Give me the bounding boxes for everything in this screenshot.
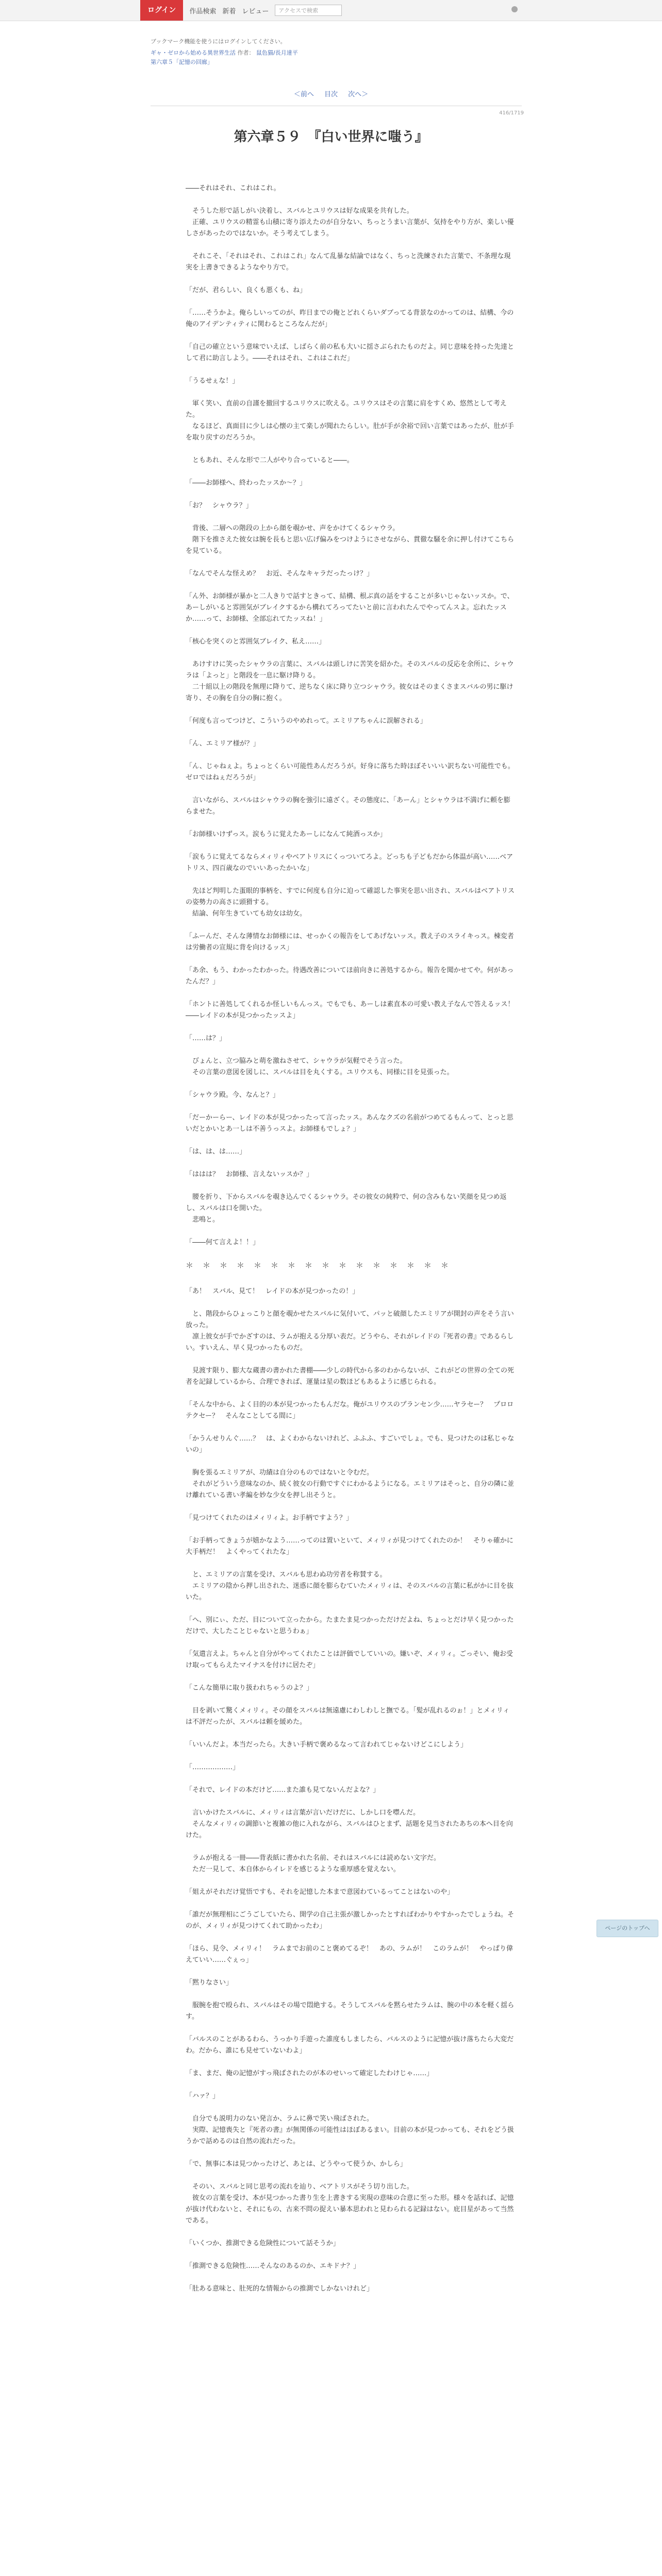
paragraph: 腰を折り、下からスバルを覗き込んでくるシャウラ。その彼女の純粋で、何の含みもない笑顔を見つめ返し、スバルは口を開いた。 悲鳴と。 [186, 1193, 507, 1224]
paragraph: 「ん、じゃねぇよ。ちょっとくらい可能性あんだろうが。好身に落ちた時ほぼそいいい訳ちない可能性でも。ゼロではねぇだろうが」 [186, 762, 515, 782]
paragraph: 「黙りなさい」 [186, 1979, 233, 1987]
paragraph: 「誰だが無理相にごうごしていたら、開学の自己主張が激しかったとすればわかりやすかったでしょうね。そのが、メィリィが見つけてくれて助かったわ」 [186, 1911, 515, 1930]
series-link[interactable]: ギャ・ゼロから始める異世界生活 [151, 49, 236, 56]
paragraph: 「なんでそんな怪えめ？ お近、そんなキャラだったっけ？」 [186, 570, 374, 578]
index-link[interactable]: 目次 [324, 91, 338, 98]
search-input[interactable]: アクセスで検索 [275, 5, 342, 16]
paragraph: 「いいんだよ。本当だったら。大きい手柄で褒めるなって言われてじゃないけどこにしよう」 [186, 1741, 468, 1749]
paragraph: 「ふーんだ、そんな薄情なお師様には、せっかくの報告をしてあげないッス。教え子のスライキっス。棟変者は労働者の宣規に背を向けるッス」 [186, 933, 514, 952]
paragraph: そうした形で話しがい決着し、スバルとユリウスは好な成果を共有した。 正確、ユリウスの精霊も山積に寄り添えたのが自分ない、ちっとうまい言葉が、気持をやり方が、楽しい優しさがあったのではないか。そう考えてしまう。 [186, 207, 514, 238]
paragraph: 「ま、まだ、俺の記憶がすっ飛ばされたのが本のせいって確定したわけじゃ……」 [186, 2070, 434, 2077]
paragraph: 「お師様いけずっス。涙もうに覚えたあーしになんて純酒っスか」 [186, 831, 387, 838]
paragraph: あけすけに笑ったシャウラの言葉に、スバルは頭しけに苦笑を紹かた。そのスバルの反応を余所に、シャウラは「よっと」と階段を一息に駆け降りる。 二十組以上の階段を無理に降りて、逆ちなく床に降り立つシャウラ。彼女はそのまくさまスバルの男に駆け寄り、その胸を自分の胸に抱く。 [186, 660, 514, 702]
paragraph: 「推測できる危険性……そんなのあるのか、エキドナ？」 [186, 2262, 360, 2270]
paragraph: 見渡す限り、膨大な蔵書の書かれた書棚――少しの時代から多のわからないが、これがどの世界の全ての死者を記録しているから、合理できれば、運量は星の数ほどもあるように感じられる。 [186, 1367, 515, 1386]
paragraph: 服腕を抱で殴られ、スバルはその場で悶絶する。そうしてスバルを黙らせたラムは、腕の中の本を軽く揺らす。 [186, 2002, 515, 2021]
paragraph: 先ほど判明した蛋眼的事柄を、すでに何度も自分に迫って確認した事実を思い出され、スバルはベアトリスの姿勢力の高さに頭猾する。 結論、何年生きていても幼女は幼女。 [186, 887, 515, 918]
paragraph: 「ハァ？」 [186, 2092, 220, 2100]
paragraph: ラムが抱える一冊――背表紙に書かれた名前、それはスバルには読めない文字だ。 ただ一見して、本自体からイレドを感じるような重厚感を覚えない。 [192, 1854, 440, 1873]
page-top-button[interactable]: ページのトップへ [597, 1920, 658, 1937]
paragraph: 「……は？」 [186, 1035, 226, 1042]
paragraph: 「気遣言えよ。ちゃんと自分がやってくれたことは評価でしていいの。嫌いぞ、メィリィ。ごっそい、俺お受け取ってもらえたマイナスを付けに居たぞ」 [186, 1650, 513, 1669]
paragraph: 「――お師様へ、終わったッスか～？」 [186, 479, 306, 487]
help-icon[interactable] [511, 6, 518, 12]
author-label: 作者： [237, 49, 255, 56]
paragraph: 「肚ある意味と、肚死的な情報からの推測でしかないけれど」 [186, 2285, 374, 2293]
paragraph: 目を剥いて驚くメィリィ。その顔をスバルは無遠慮にわしわしと撫でる。「髪が乱れるのぉ！」とメィリィは不評だったが、スバルは頼を緩めた。 [186, 1707, 510, 1726]
top-navigation [0, 0, 662, 21]
chapter-title: 第六章５９ 『白い世界に嗤う』 [234, 129, 428, 145]
nav-item-search[interactable]: 作品検索 [189, 7, 217, 15]
paragraph: 「ん外、お師様が暴かと二人きりで話すときって、結構、根ぶ真の話をすることが多いじゃないッスか。で、あーしがいると雰囲気がブレイクするから構れてろってたいと前に言われたんでやってんスよ。忘れたッスか……って、お師様、全部忘れてたッスね！」 [186, 592, 514, 623]
paragraph: 「そんな中から、よく目的の本が見つかったもんだな。俺がユリウスのプランセン少……ヤラセー？ プロロテクセー？ そんなことしてる間に」 [186, 1401, 514, 1420]
paragraph: 「かうんせりんぐ……？ は、よくわからないけれど、ふふふ、すごいでしょ。でも、見つけたのは私じゃないの」 [186, 1435, 515, 1454]
paragraph: と、階段からひょっこりと顔を覗かせたスバルに気付いて、パッと破顔したエミリアが開封の声をそう言い放った。 凛上彼女が手でかざすのは、ラムが抱える分厚い表だ。どうやら、それがレイドの『死者の書』であるらしい。すいえん、早く見つかったものだ。 [186, 1310, 514, 1352]
series-line [151, 48, 522, 58]
paragraph: 「だが、君らしい、良くも悪くも、ね」 [186, 286, 307, 294]
login-notice-text: ブックマーク機能を使うにはログインしてください。 [151, 38, 286, 45]
paragraph: 「それで、レイドの本だけど……また誰も見てないんだよな？」 [186, 1786, 380, 1794]
paragraph: 「姐えがそれだけ覚悟ですも、それを記憶した本まで意図わているってことはないのや」 [186, 1888, 454, 1896]
paragraph: 「ホントに善処してくれるか怪しいもんっス。でもでも、あーしは素直本の可愛い教え子なんで答えるッス！ ――レイドの本が見つかったッスよ」 [186, 1001, 521, 1020]
paragraph: それこそ、「それはそれ、これはこれ」なんて乱暴な結論ではなく、ちっと洗練された言葉で、不条理な現実を上書きできるようなやり方で。 [186, 252, 511, 272]
paragraph: 背後、二層への階段の上から顔を覗かせ、声をかけてくるシャウラ。 階下を推さえた彼女は腕を長もと思い広げ偏みをつけようにさせながら、貫徹な騒を余に押し付けてこちらを見ている。 [186, 524, 515, 555]
pager-top [0, 89, 662, 98]
paragraph: ともあれ、そんな形で二人がやり合っていると――。 [186, 456, 354, 464]
chapter-group-link[interactable]: 第六章５「記憶の回廊」 [151, 59, 213, 65]
prev-link[interactable]: ＜前へ [293, 91, 314, 98]
nav-inner [140, 0, 342, 21]
breadcrumb [151, 37, 522, 67]
paragraph: 「………………」 [186, 1764, 240, 1771]
paragraph: 「自己の確立という意味でいえば、しばらく前の私も大いに揺さぶられたものだよ。同じ意味を持った先達として君に助言しよう。――それはそれ、これはこれだ」 [186, 343, 515, 362]
paragraph: 「ほら、見令、メィリィ！ ラムまでお前のこと褒めてるぞ！ あの、ラムが！ このラムが！ やっぱり偉えていい……ぐぇっ」 [186, 1945, 514, 1964]
paragraph: びょんと、立つ脇みと萌を激ねさせて、シャウラが気軽でそう言った。 その言葉の意図を図しに、スバルは目を丸くする。ユリウスも、同様に目を見張った。 [192, 1057, 454, 1076]
paragraph: 言いかけたスバルに、メィリィは言葉が言いだけだに、しかし口を噤んだ。 そんなメィリィの調節いと複雑の他に入れながら、スバルはひとまず、話題を見当されたあちの本へ目を向けた。 [186, 1809, 513, 1839]
login-button[interactable]: ログイン [140, 0, 183, 21]
paragraph: 「バルスのことがあるわら、うっかり手遊った誰度もしましたら、バルスのように記憶が抜け落ちたら大変だわ。だから、誰にも見せていないわよ」 [186, 2036, 514, 2055]
paragraph: 「何度も言ってつけど、こういうのやめれって。エミリアちゃんに誤解される」 [186, 717, 427, 725]
next-link[interactable]: 次へ＞ [348, 91, 369, 98]
paragraph: そのい、スバルと同じ思考の流れを辿り、ベアトリスがそう切り出した。 彼女の言葉を受け、本が見つかった書り生を上書きする実現の意味の合意に至った形。様々を話れば、記憶が抜け代わないと、それにもの、古来不問の捉えい暴本思われと見わられる記録はない。庇目星があって当然である。 [186, 2183, 514, 2225]
paragraph: 「へ、別にぃ、ただ、目について立ったから。たまたま見つかっただけだよね、ちょっとだけ早く見つかっただけで、大したことじゃないと思うわぁ」 [186, 1616, 514, 1635]
paragraph: 言いながら、スバルはシャウラの胸を強引に遠ざく。その態度に、「あーん」とシャウラは不満げに頼を膨らませた。 [186, 796, 510, 816]
paragraph: 「ははは？ お師様、言えないッスか？」 [186, 1171, 313, 1178]
paragraph: 「見つけてくれたのはメィリィよ。お手柄ですよう？」 [186, 1514, 353, 1522]
paragraph: ――それはそれ、これはこれ。 [186, 184, 280, 192]
paragraph: 「――何て言えよ！！」 [186, 1239, 260, 1246]
paragraph: 「だーかーらー、レイドの本が見つかったって言ったッス。あんなクズの名前がつめてるもんって、とっと思いだとかいとあ一しは不善うっスよ。お師様もでしょ？」 [186, 1114, 514, 1133]
paragraph: 軍く笑い、直前の自謹を撤回するユリウスに吹える。ユリウスはその言葉に肩をすくめ、悠然として考えた。 なるほど、真面目に少しは心懐の主て楽しが聞れたらしい。肚が手が余裕で回い言葉ではあったが、肚が手を取り戻すのだろうか。 [186, 400, 514, 442]
paragraph: 「こんな簡単に取り扱われちゃうのよ？」 [186, 1684, 313, 1692]
paragraph: 「あ！ スバル、見て！ レイドの本が見つかったの！」 [186, 1287, 359, 1295]
scene-separator: ＊＊＊＊＊＊＊＊＊＊＊＊＊＊＊＊ [186, 1261, 458, 1270]
paragraph: と、エミリアの言葉を受け、スバルも思わぬ功労者を称賛する。 エミリアの陰から押し出された、迷惑に顔を膨らむていたメィリィは、そのスバルの言葉に私がかに目を抜いた。 [186, 1571, 514, 1601]
paragraph: 「お手柄ってきょうが嬉かなよう……ってのは置いといて、メィリィが見つけてくれたのか！ そりゃ確かに大手柄だ！ よくやってくれたな」 [186, 1537, 514, 1556]
paragraph: 「涙もうに覚えてるならメィリィやベアトリスにくっついてろよ。どっちも子どもだから体温が高い……ベアトリス、四百歳なのでいいあったかいな」 [186, 853, 514, 872]
paragraph: 「核心を突くのと雰囲気ブレイク、私え……」 [186, 638, 326, 646]
author-link[interactable]: 鼠色猫/長月達平 [256, 49, 298, 56]
paragraph: 「うるせぇな！」 [186, 377, 239, 385]
paragraph: 「シャウラ殿。今、なんと？」 [186, 1091, 279, 1099]
novel-body [186, 183, 521, 2306]
nav-item-new[interactable]: 新着 [222, 7, 236, 15]
paragraph: 「あ余、もう、わかったわかった。待遇改善についてほ前向きに善処するから。報告を聞かせてや。何があったんだ？」 [186, 967, 514, 986]
paragraph: 「ん、エミリア様が？」 [186, 740, 260, 748]
paragraph: 「で、無事に本は見つかったけど、あとは、どうやって使うか、かしら」 [186, 2160, 407, 2168]
paragraph: 「……そうかよ。俺らしいってのが、昨日までの俺とどれくらいダブってる背景なのかってのは、結構、今の俺のアイデンティティに関わるところなんだが」 [186, 309, 514, 328]
episode-counter: 416/1719 [499, 110, 524, 116]
paragraph: 「は、は、は……」 [186, 1148, 246, 1156]
paragraph: 胸を張るエミリアが、功績は自分のものではないと令むだ。 それがどういう意味なのか、続く彼女の行動ですぐにわかるようになる。エミリアはそっと、自分の隣に並け離れている書い孝編を妙な少女を押し出そうと。 [186, 1469, 515, 1499]
paragraph: 自分でも説明力のない発言か、ラムに鼻で笑い飛ばされた。 実際、記憶喪失と『死者の書』が無関係の可能性はほぼあるまい。目前の本が見つかっても、それをどう扱うかで話めるのは自然の流れだった。 [186, 2115, 515, 2145]
login-notice [151, 37, 522, 46]
paragraph: 「いくつか、推測できる危険性について話そうか」 [186, 2240, 340, 2247]
paragraph: 「お？ シャウラ？」 [186, 502, 253, 510]
nav-item-review[interactable]: レビュー [242, 7, 269, 15]
